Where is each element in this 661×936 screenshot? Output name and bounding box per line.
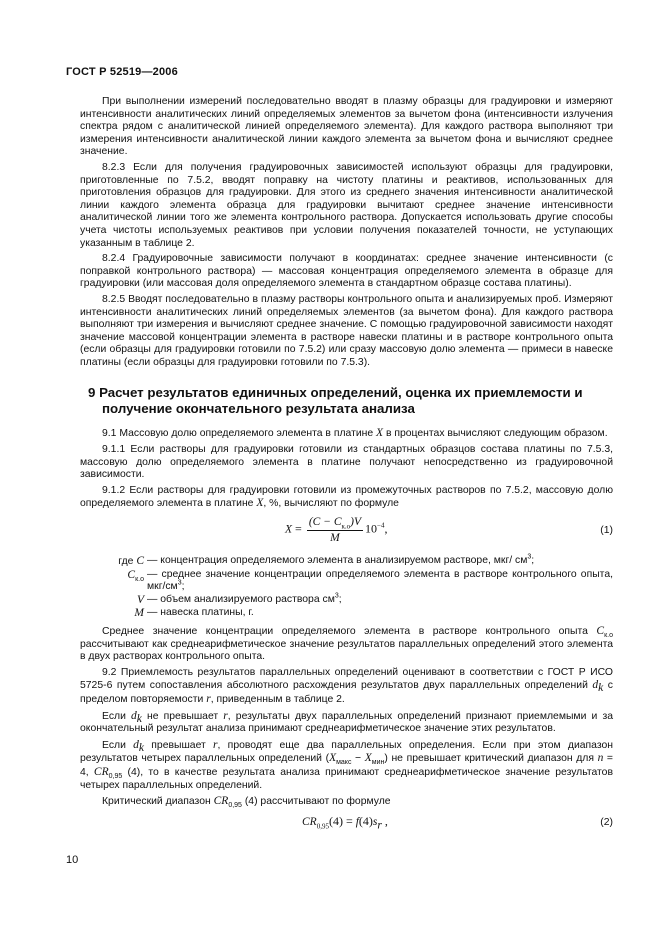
paragraph-dk-exceed: Если $d_k$ превышает r, проводят еще два параллельных определения. Если при этом диапазон результатов четырех параллельных определений $(X_{макс} - X_{мин})$ не превышает критический диапазон для n = 4, $CR_{0,95}$ (4), то в качестве результата анализа принимают среднеарифметическое значение результатов четырех параллельных определений. — [80, 738, 614, 791]
page-number: 10 — [66, 854, 79, 866]
formula-2-expression: $CR_{0,95}(4) = f(4)s_r$ , — [302, 813, 388, 832]
paragraph-control-mean: Среднее значение концентрации определяемого элемента в растворе контрольного опыта $C_{к.о}$ рассчитывают как среднеарифметическое значение результатов параллельных определений этого элемента в двух растворах контрольного опыта. — [80, 625, 613, 663]
paragraph-9-1: 9.1 Массовую долю определяемого элемента в платине X в процентах вычисляют следующим образом. — [102, 427, 608, 440]
formula-2-number: (2) — [600, 816, 613, 828]
paragraph-9-2: 9.2 Приемлемость результатов параллельных определений оценивают в соответствии с ГОСТ Р ИСО 5725-6 путем сопоставления абсолютного расхождения результатов двух параллельных определений $d_k$ с пределом повторяемости r, приведенным в таблице 2. — [80, 666, 613, 705]
definition-c: где C — концентрация определяемого элемента в анализируемом растворе, мкг/ $см^3$; — [118, 553, 535, 568]
paragraph-dk-not-exceed: Если $d_k$ не превышает r, результаты двух параллельных определений признают приемлемыми и за окончательный результат анализа принимают среднеарифметическое значение этих результатов. — [80, 709, 613, 735]
formula-1-fraction: $\frac{(C - C_{к.о})V}{M}$ — [308, 516, 362, 544]
section-9-title: 9 Расчет результатов единичных определений, оценка их приемлемости и получение окончательного результата анализа — [88, 385, 583, 417]
definition-v: V — объем анализируемого раствора $см^3$; — [136, 592, 342, 606]
formula-1-number: (1) — [600, 525, 613, 537]
paragraph-8-2-3: 8.2.3 Если для получения градуировочных зависимостей используют образцы для градуировки, приготовленные по 7.5.2, вводят поправку на чистоту платины и реактивов, использованных для приготовления образцов для градуировки. Для этого из среднего значения интенсивности аналитической линии каждого элемента образца для градуировки вычитают среднее значение интенсивности аналитической линии того же элемента контрольного раствора. Допускается использовать другие способы учета чистоты используемых реактивов при условии получения показателей точности, не уступающих указанным в таблице 2. — [80, 161, 613, 249]
paragraph-measurement: При выполнении измерений последовательно вводят в плазму образцы для градуировки и измеряют интенсивности аналитических линий определяемых элементов за вычетом фона (интенсивности излучения спектра рядом с аналитической линией определяемого элемента). Для каждого раствора выполняют три измерения интенсивности аналитической линии каждого элемента за вычетом фона и вычисляют среднее значение. — [80, 96, 613, 158]
paragraph-9-1-2: 9.1.2 Если растворы для градуировки готовили из промежуточных растворов по 7.5.2, массовую долю определяемого элемента в платине X, %, вычисляют по формуле — [80, 484, 613, 510]
definition-m: M — навеска платины, г. — [134, 607, 254, 620]
paragraph-critical-range: Критический диапазон $CR_{0,95}$ (4) рассчитывают по формуле — [102, 795, 391, 810]
formula-2 — [80, 815, 613, 837]
formula-1 — [80, 515, 613, 549]
definition-c-ko: $C_{к.о}$ — среднее значение концентрации определяемого элемента в растворе контрольного опыта, мкг/$см^3$; — [127, 568, 613, 593]
paragraph-8-2-5: 8.2.5 Вводят последовательно в плазму растворы контрольного опыта и анализируемых проб. Измеряют интенсивности аналитических линий определяемых элементов (за вычетом фона). Для каждого раствора выполняют три измерения и вычисляют среднее значение. С помощью градуировочной зависимости находят значение массовой концентрации элемента в растворе навески платины и в растворе контрольного опыта (если образцы для градуировки готовили по 7.5.2) или сразу массовую долю элемента — примеси в навеске платины (если образцы для градуировки готовили по 7.5.3). — [80, 293, 613, 368]
document-header: ГОСТ Р 52519—2006 — [66, 66, 178, 78]
page-content — [80, 96, 613, 841]
variable-definitions — [80, 555, 613, 621]
paragraph-9-1-1: 9.1.1 Если растворы для градуировки готовили из стандартных образцов состава платины по 7.5.3, массовую долю определяемого элемента в платине получают непосредственно из градуировочной зависимости. — [80, 444, 613, 481]
paragraph-8-2-4: 8.2.4 Градуировочные зависимости получают в координатах: среднее значение интенсивности (с поправкой контрольного раствора) — массовая концентрация определяемого элемента в образце для градуировки (или массовая доля определяемого элемента в стандартном образце состава платины). — [80, 253, 613, 290]
formula-1-expression: X = $\frac{(C - C_{к.о})V}{M}$ $10^{-4}$, — [285, 516, 388, 544]
